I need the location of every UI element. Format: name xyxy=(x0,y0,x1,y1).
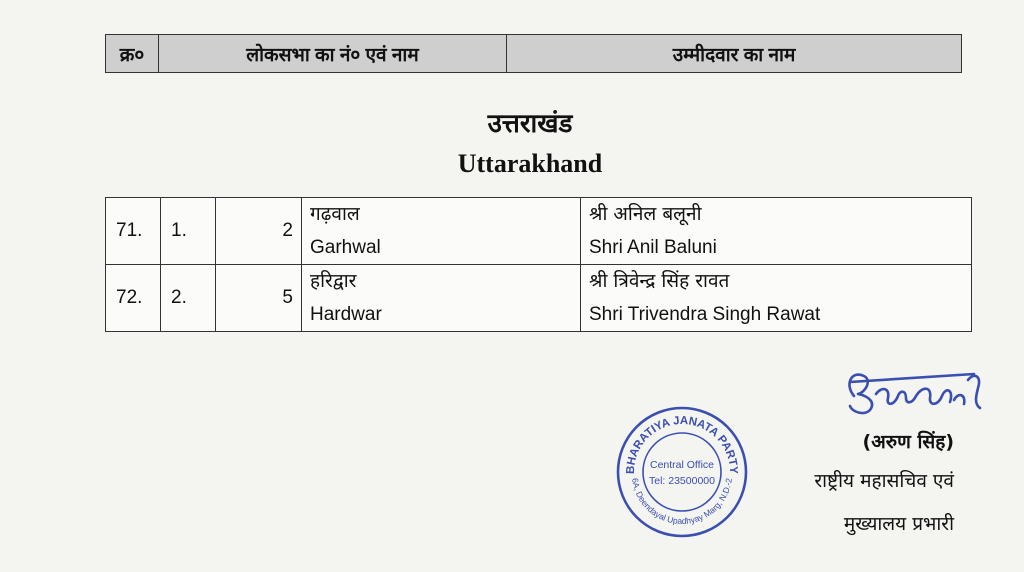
constituency-name-hindi: हरिद्वार xyxy=(310,270,357,292)
header-constituency: लोकसभा का नं० एवं नाम xyxy=(159,35,507,73)
svg-text:BHARATIYA JANATA PARTY: BHARATIYA JANATA PARTY xyxy=(624,414,740,475)
header-serial: क्र० xyxy=(106,35,159,73)
serial-number: 72. xyxy=(106,265,161,332)
svg-text:Central Office: Central Office xyxy=(650,459,714,471)
constituency-name-english: Garhwal xyxy=(310,237,381,258)
candidate-table xyxy=(105,197,972,332)
table-row xyxy=(106,198,972,265)
state-title-hindi: उत्तराखंड xyxy=(487,109,573,139)
loksabha-number: 2 xyxy=(216,198,302,265)
header-candidate: उम्मीदवार का नाम xyxy=(507,35,962,73)
constituency-cell xyxy=(302,198,581,265)
table-row xyxy=(106,265,972,332)
candidate-name-english: Shri Trivendra Singh Rawat xyxy=(589,304,821,325)
candidate-name-hindi: श्री अनिल बलूनी xyxy=(589,203,702,225)
constituency-name-english: Hardwar xyxy=(310,304,382,325)
signatory-designation-line1: राष्ट्रीय महासचिव एवं xyxy=(814,470,954,492)
party-office-stamp xyxy=(614,404,750,540)
candidate-cell xyxy=(581,265,972,332)
serial-number: 71. xyxy=(106,198,161,265)
signatory-name: (अरुण सिंह) xyxy=(862,431,954,453)
state-title-english: Uttarakhand xyxy=(457,149,603,178)
constituency-cell xyxy=(302,265,581,332)
state-serial: 2. xyxy=(161,265,216,332)
signature-scribble xyxy=(842,362,992,424)
signatory-designation-line2: मुख्यालय प्रभारी xyxy=(843,513,954,535)
column-header-table xyxy=(105,34,962,73)
svg-text:Tel: 23500000: Tel: 23500000 xyxy=(649,475,715,487)
candidate-name-english: Shri Anil Baluni xyxy=(589,237,717,258)
constituency-name-hindi: गढ़वाल xyxy=(310,203,360,225)
candidate-name-hindi: श्री त्रिवेन्द्र सिंह रावत xyxy=(589,270,730,292)
svg-text:6A, Deendayal Upadhyay Marg, N: 6A, Deendayal Upadhyay Marg, N.D.-2 xyxy=(630,477,734,527)
loksabha-number: 5 xyxy=(216,265,302,332)
state-serial: 1. xyxy=(161,198,216,265)
candidate-cell xyxy=(581,198,972,265)
